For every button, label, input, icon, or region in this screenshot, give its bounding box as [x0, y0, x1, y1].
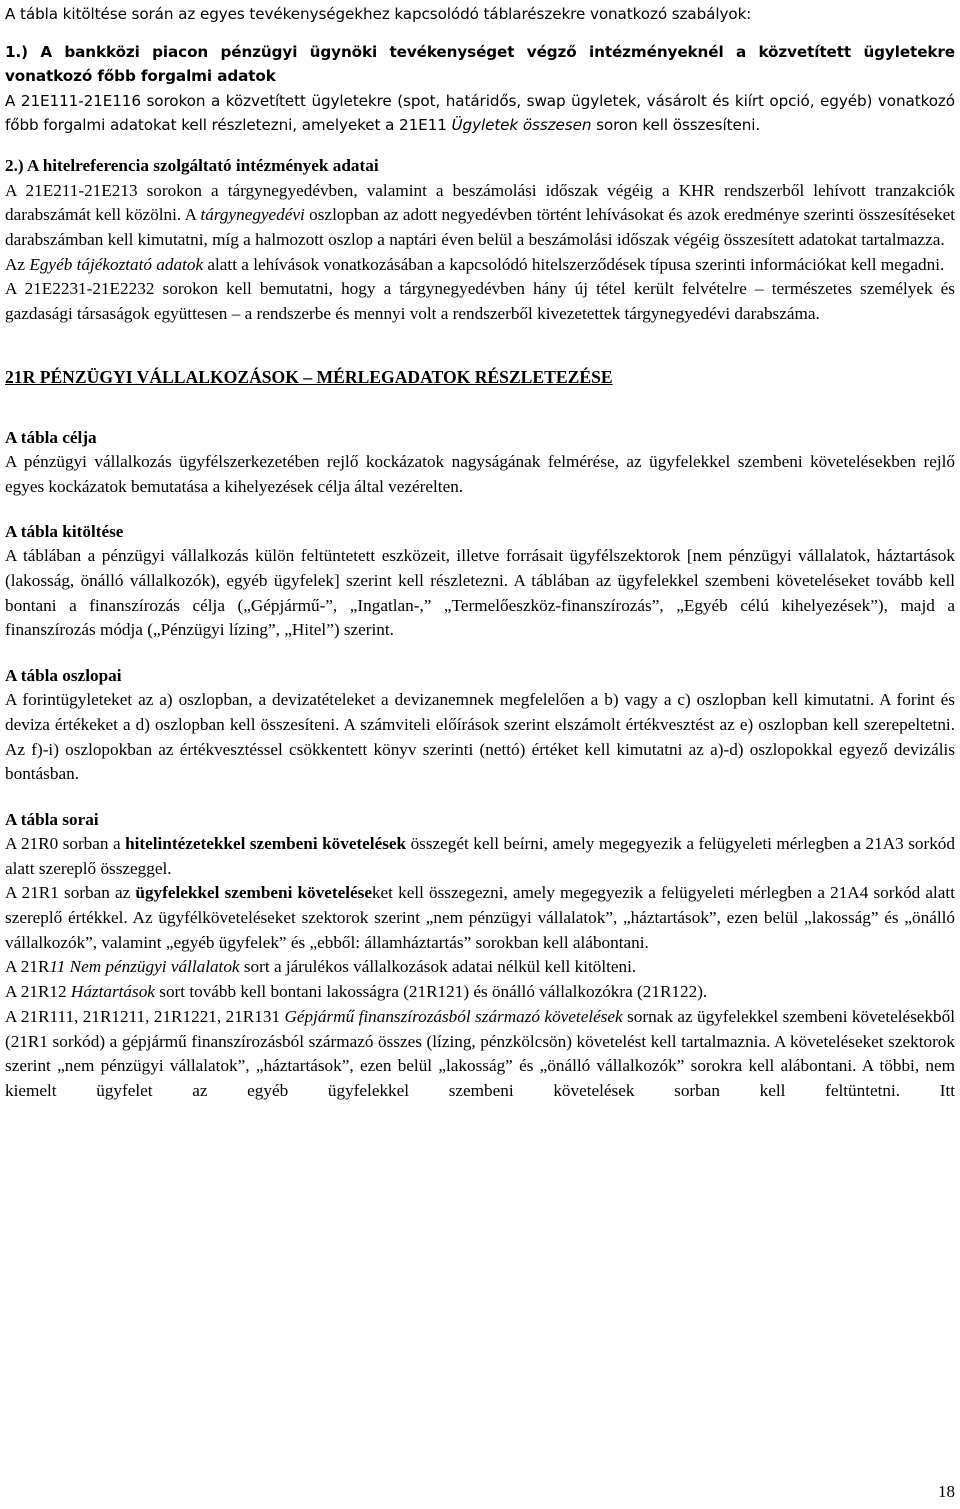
document-page: [5, 2, 955, 1104]
subsection-2-paragraph-3: A 21E2231-21E2232 sorokon kell bemutatni, hogy a tárgynegyedévben hány új tétel került felvételre – természetes személyek és gazdasági társaságok együttesen – a rendszerbe és mennyi volt a rendszerből kivezetettek tárgynegyedévi darabszáma.: [5, 279, 955, 324]
sorai-paragraph-1: A 21R0 sorban a hitelintézetekkel szembeni követelések összegét kell beírni, amely megegyezik a felügyeleti mérlegben a 21A3 sorkód alatt szereplő összeggel.: [5, 833, 955, 878]
subsection-2: [5, 154, 955, 327]
subsection-2-paragraph-2: Az Egyéb tájékoztató adatok alatt a lehívások vonatkozásában a kapcsolódó hitelszerződések típusa szerinti információkat kell megadni.: [5, 254, 945, 274]
sorai-paragraph-4: A 21R12 Háztartások sort tovább kell bontani lakosságra (21R121) és önálló vállalkozókra (21R122).: [5, 982, 708, 1002]
subsection-2-title: 2.) A hitelreferencia szolgáltató intézmények adatai: [5, 155, 379, 175]
section-oszlopai: [5, 663, 955, 787]
sorai-paragraph-2: A 21R1 sorban az ügyfelekkel szembeni követeléseket kell összegezni, amely megegyezik a felügyeleti mérlegben a 21A4 sorkód alatt szereplő értékkel. Az ügyfélköveteléseket szektorok szerint „nem pénzügyi vállalatok”, „háztartások”, ezen belül „lakosság” és „önálló vállalkozók”, valamint „egyéb ügyfelek” és „ebből: államháztartás” sorokban kell alábontani.: [5, 883, 955, 952]
subsection-1-title: 1.) A bankközi piacon pénzügyi ügynöki tevékenységet végző intézményeknél a közvetített ügyletekre vonatkozó főbb forgalmi adatok: [5, 42, 955, 86]
intro-paragraph: A tábla kitöltése során az egyes tevékenységekhez kapcsolódó táblarészekre vonatkozó szabályok:: [5, 5, 752, 23]
kitoltese-heading: A tábla kitöltése: [5, 522, 124, 542]
sorai-heading: A tábla sorai: [5, 809, 99, 829]
sorai-paragraph-3: A 21R11 Nem pénzügyi vállalatok sort a járulékos vállalkozások adatai nélkül kell kitölteni.: [5, 957, 637, 977]
section-kitoltese: [5, 519, 955, 643]
section-title: 21R PÉNZÜGYI VÁLLALKOZÁSOK – MÉRLEGADATOK RÉSZLETEZÉSE: [5, 366, 613, 387]
celja-text: A pénzügyi vállalkozás ügyfélszerkezetében rejlő kockázatok nagyságának felmérése, az ügyfelekkel szembeni követelésekben rejlő egyes kockázatok bemutatása a kihelyezések célja által vezérelten.: [5, 451, 955, 496]
sorai-paragraph-5: A 21R111, 21R1211, 21R1221, 21R131 Gépjármű finanszírozásból származó követelések sornak az ügyfelekkel szembeni követelésekből (21R1 sorkód) a gépjármű finanszírozásból származó összes (lízing, pénzkölcsön) követelést kell tartalmaznia. A követeléseket szektorok szerint „nem pénzügyi vállalatok”, „háztartások”, ezen belül „lakosság” és „önálló vállalkozók” sorokra kell alábontani. A többi, nem kiemelt ügyfelet az egyéb ügyfelekkel szembeni követelések sorban kell feltüntetni. Itt: [5, 1006, 955, 1100]
subsection-1-paragraph: A 21E111-21E116 sorokon a közvetített ügyletekre (spot, határidős, swap ügyletek, vásárolt és kiírt opció, egyéb) vonatkozó főbb forgalmi adatokat kell részletezni, amelyeket a 21E11 Ügyletek összesen soron kell összesíteni.: [5, 91, 955, 135]
kitoltese-text: A táblában a pénzügyi vállalkozás külön feltüntetett eszközeit, illetve forrásait ügyfélszektorok [nem pénzügyi vállalatok, háztartások (lakosság, önálló vállalkozók), egyéb ügyfelek] szerint kell részletezni. A táblában az ügyfelekkel szembeni követeléseket tovább kell bontani a finanszírozás célja („Gépjármű-”, „Ingatlan-,” „Termelőeszköz-finanszírozás”, „Egyéb célú kihelyezések”), majd a finanszírozás módja („Pénzügyi lízing”, „Hitel”) szerint.: [5, 546, 955, 640]
subsection-1: [5, 40, 955, 138]
page-number: 18: [938, 1482, 955, 1501]
section-celja: [5, 425, 955, 499]
oszlopai-heading: A tábla oszlopai: [5, 666, 122, 686]
section-sorai: [5, 807, 955, 1104]
oszlopai-text: A forintügyleteket az a) oszlopban, a devizatételeket a devizanemnek megfelelően a b) vagy a c) oszlopban kell kimutatni. A forint és deviza értékeket a d) oszlopban kell összesíteni. A számviteli előírások szerint elszámolt értékvesztést az e) oszlopban kell szerepeltetni. Az f)-i) oszlopokban az értékvesztéssel csökkentett könyv szerinti (nettó) értéket kell kimutatni az a)-d) oszlopokkal egyező devizális bontásban.: [5, 690, 955, 784]
celja-heading: A tábla célja: [5, 427, 97, 447]
subsection-2-paragraph-1: A 21E211-21E213 sorokon a tárgynegyedévben, valamint a beszámolási időszak végéig a KHR rendszerből lehívott tranzakciók darabszámát kell közölni. A tárgynegyedévi oszlopban az adott negyedévben történt lehívásokat és azok eredménye szerinti összesítéseket darabszámban kell kimutatni, míg a halmozott oszlop a naptári éven belül a beszámolási időszak végéig összesített adatokat tartalmazza.: [5, 180, 955, 250]
